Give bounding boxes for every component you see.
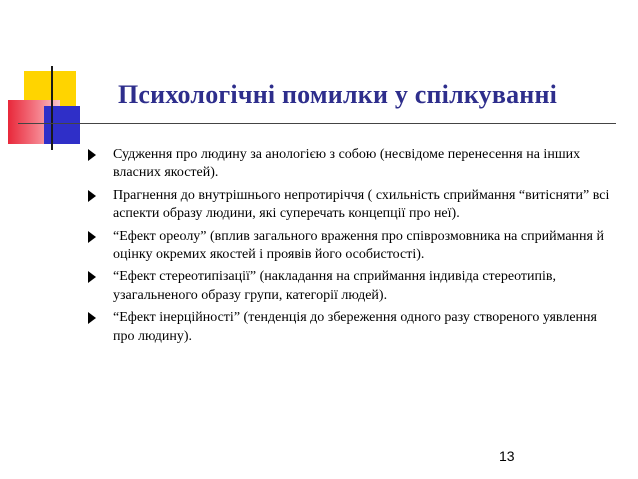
bullet-text: “Ефект ореолу” (вплив загального враження про співрозмовника на сприймання й оцінку окремих якостей і проявів його особистості). [113, 228, 604, 263]
list-item [88, 268, 616, 305]
list-item [88, 146, 616, 183]
decorative-blue-square [44, 106, 80, 144]
slide-title: Психологічні помилки у спілкуванні [118, 80, 558, 109]
title-underline [18, 123, 616, 124]
page-number: 13 [499, 448, 515, 464]
bullet-text: “Ефект інерційності” (тенденція до збереження одного разу створеного уявлення про людину). [113, 310, 597, 344]
decorative-vertical-line [51, 66, 53, 150]
list-item [88, 187, 616, 224]
bullet-arrow-icon [88, 190, 96, 202]
list-item [88, 309, 616, 346]
bullet-text: “Ефект стереотипізації” (накладання на сприймання індивіда стереотипів, узагальненого образу групи, категорії людей). [113, 269, 557, 303]
bullet-list [88, 146, 616, 350]
bullet-text: Прагнення до внутрішнього непротиріччя ( схильність сприймання “витісняти” всі аспекти образу людини, які суперечать концепції про неї). [113, 187, 610, 222]
bullet-arrow-icon [88, 149, 96, 161]
list-item [88, 228, 616, 265]
bullet-arrow-icon [88, 271, 96, 283]
bullet-arrow-icon [88, 312, 96, 324]
bullet-arrow-icon [88, 231, 96, 243]
bullet-text: Судження про людину за анологією з собою (несвідоме перенесення на інших власних якостей). [113, 147, 581, 181]
